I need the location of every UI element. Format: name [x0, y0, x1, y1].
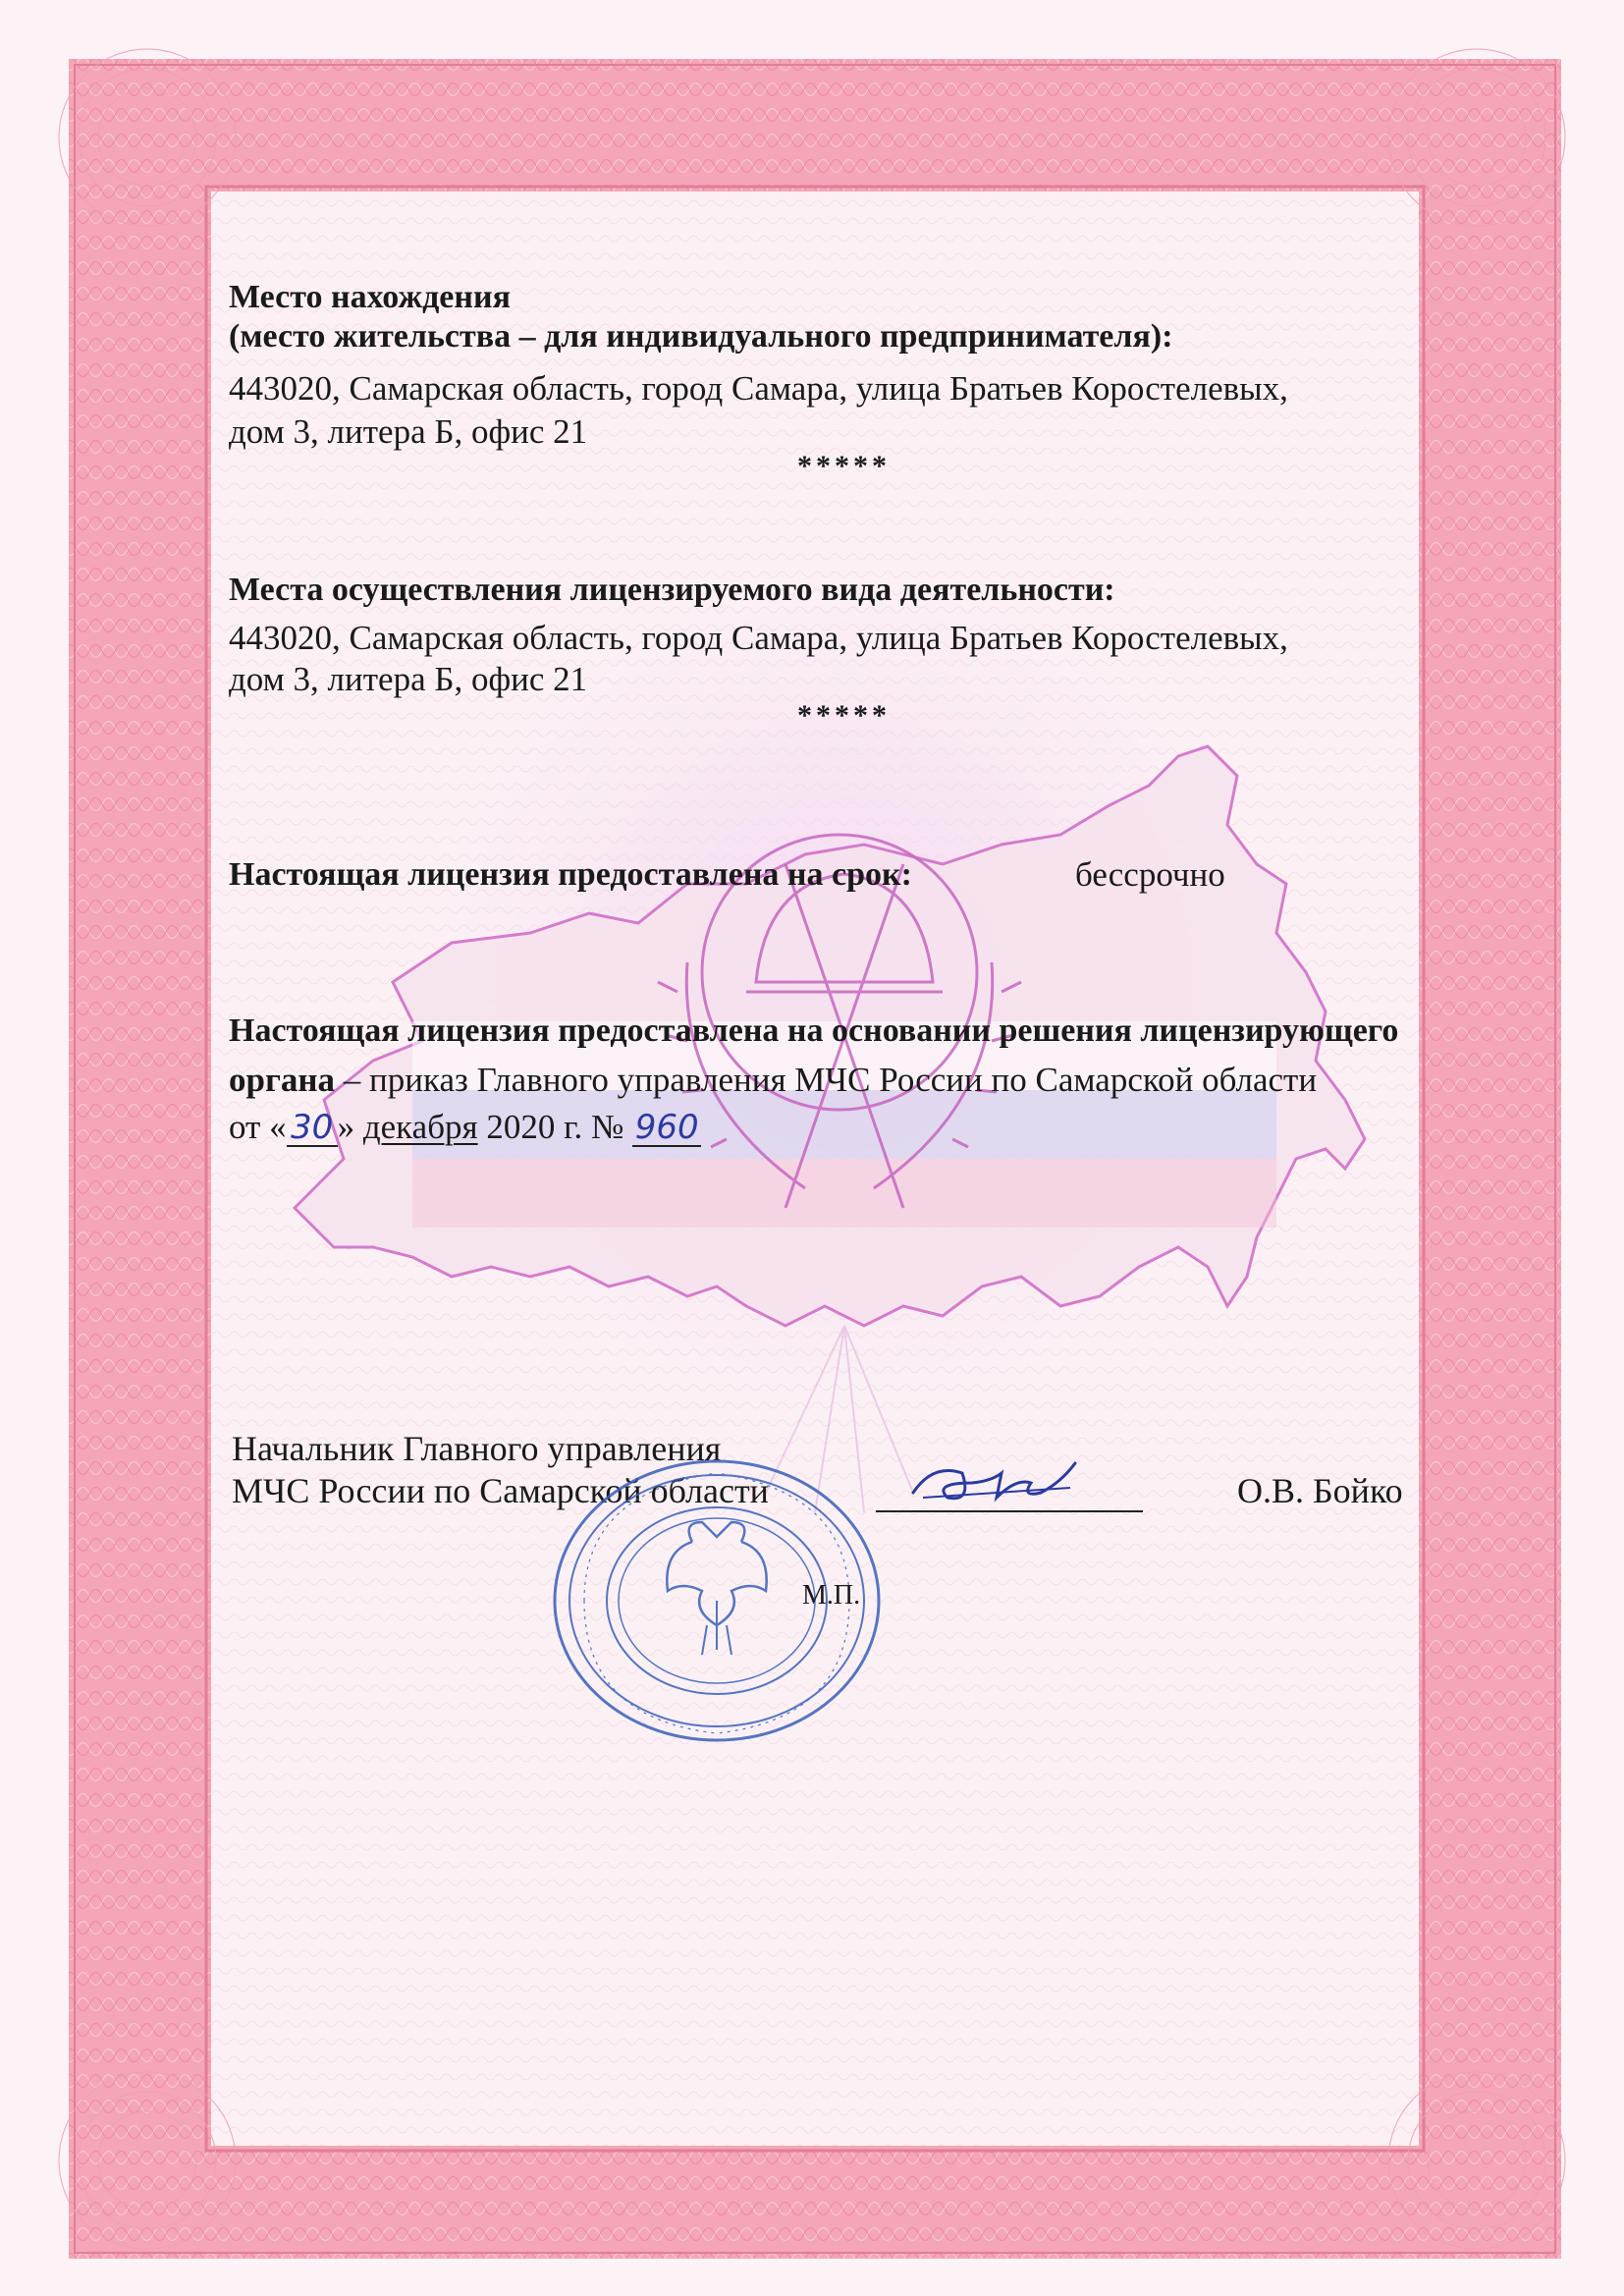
location-heading: Место нахождения: [229, 279, 511, 315]
signer-name: О.В. Бойко: [1237, 1471, 1403, 1510]
order-number-field: [632, 1110, 701, 1147]
location-address-line2: дом 3, литера Б, офис 21: [229, 412, 588, 451]
date-month: декабря: [362, 1108, 478, 1146]
basis-line2: [229, 1061, 1317, 1100]
stamp-place: М.П.: [802, 1580, 861, 1611]
basis-date-line: [229, 1108, 701, 1147]
signer-position-line1: Начальник Главного управления: [232, 1429, 722, 1468]
signer-position-line2: МЧС России по Самарской области: [232, 1471, 769, 1510]
order-number: 960: [634, 1108, 699, 1147]
date-year: 2020 г. №: [477, 1108, 633, 1146]
date-day: 30: [290, 1108, 334, 1147]
separator-stars: *****: [797, 699, 891, 732]
basis-order: – приказ Главного управления МЧС России по Самарской области: [335, 1061, 1318, 1099]
activity-address-line1: 443020, Самарская область, город Самара, улица Братьев Коростелевых,: [229, 619, 1288, 657]
activity-places-heading: Места осуществления лицензируемого вида деятельности:: [229, 572, 1115, 608]
separator-stars: *****: [797, 450, 891, 482]
term-label: Настоящая лицензия предоставлена на срок:: [229, 856, 912, 893]
location-heading-note: (место жительства – для индивидуального предпринимателя):: [229, 318, 1173, 355]
date-prefix: от «: [229, 1108, 287, 1146]
date-day-field: [287, 1110, 338, 1147]
basis-line1: Настоящая лицензия предоставлена на основании решения лицензирующего: [229, 1012, 1399, 1049]
term-value: бессрочно: [1075, 855, 1225, 894]
handwritten-signature: [903, 1444, 1080, 1522]
date-mid: »: [337, 1108, 363, 1146]
activity-address-line2: дом 3, литера Б, офис 21: [229, 660, 588, 698]
basis-organ: органа: [229, 1061, 336, 1099]
location-address-line1: 443020, Самарская область, город Самара, улица Братьев Коростелевых,: [229, 369, 1288, 408]
